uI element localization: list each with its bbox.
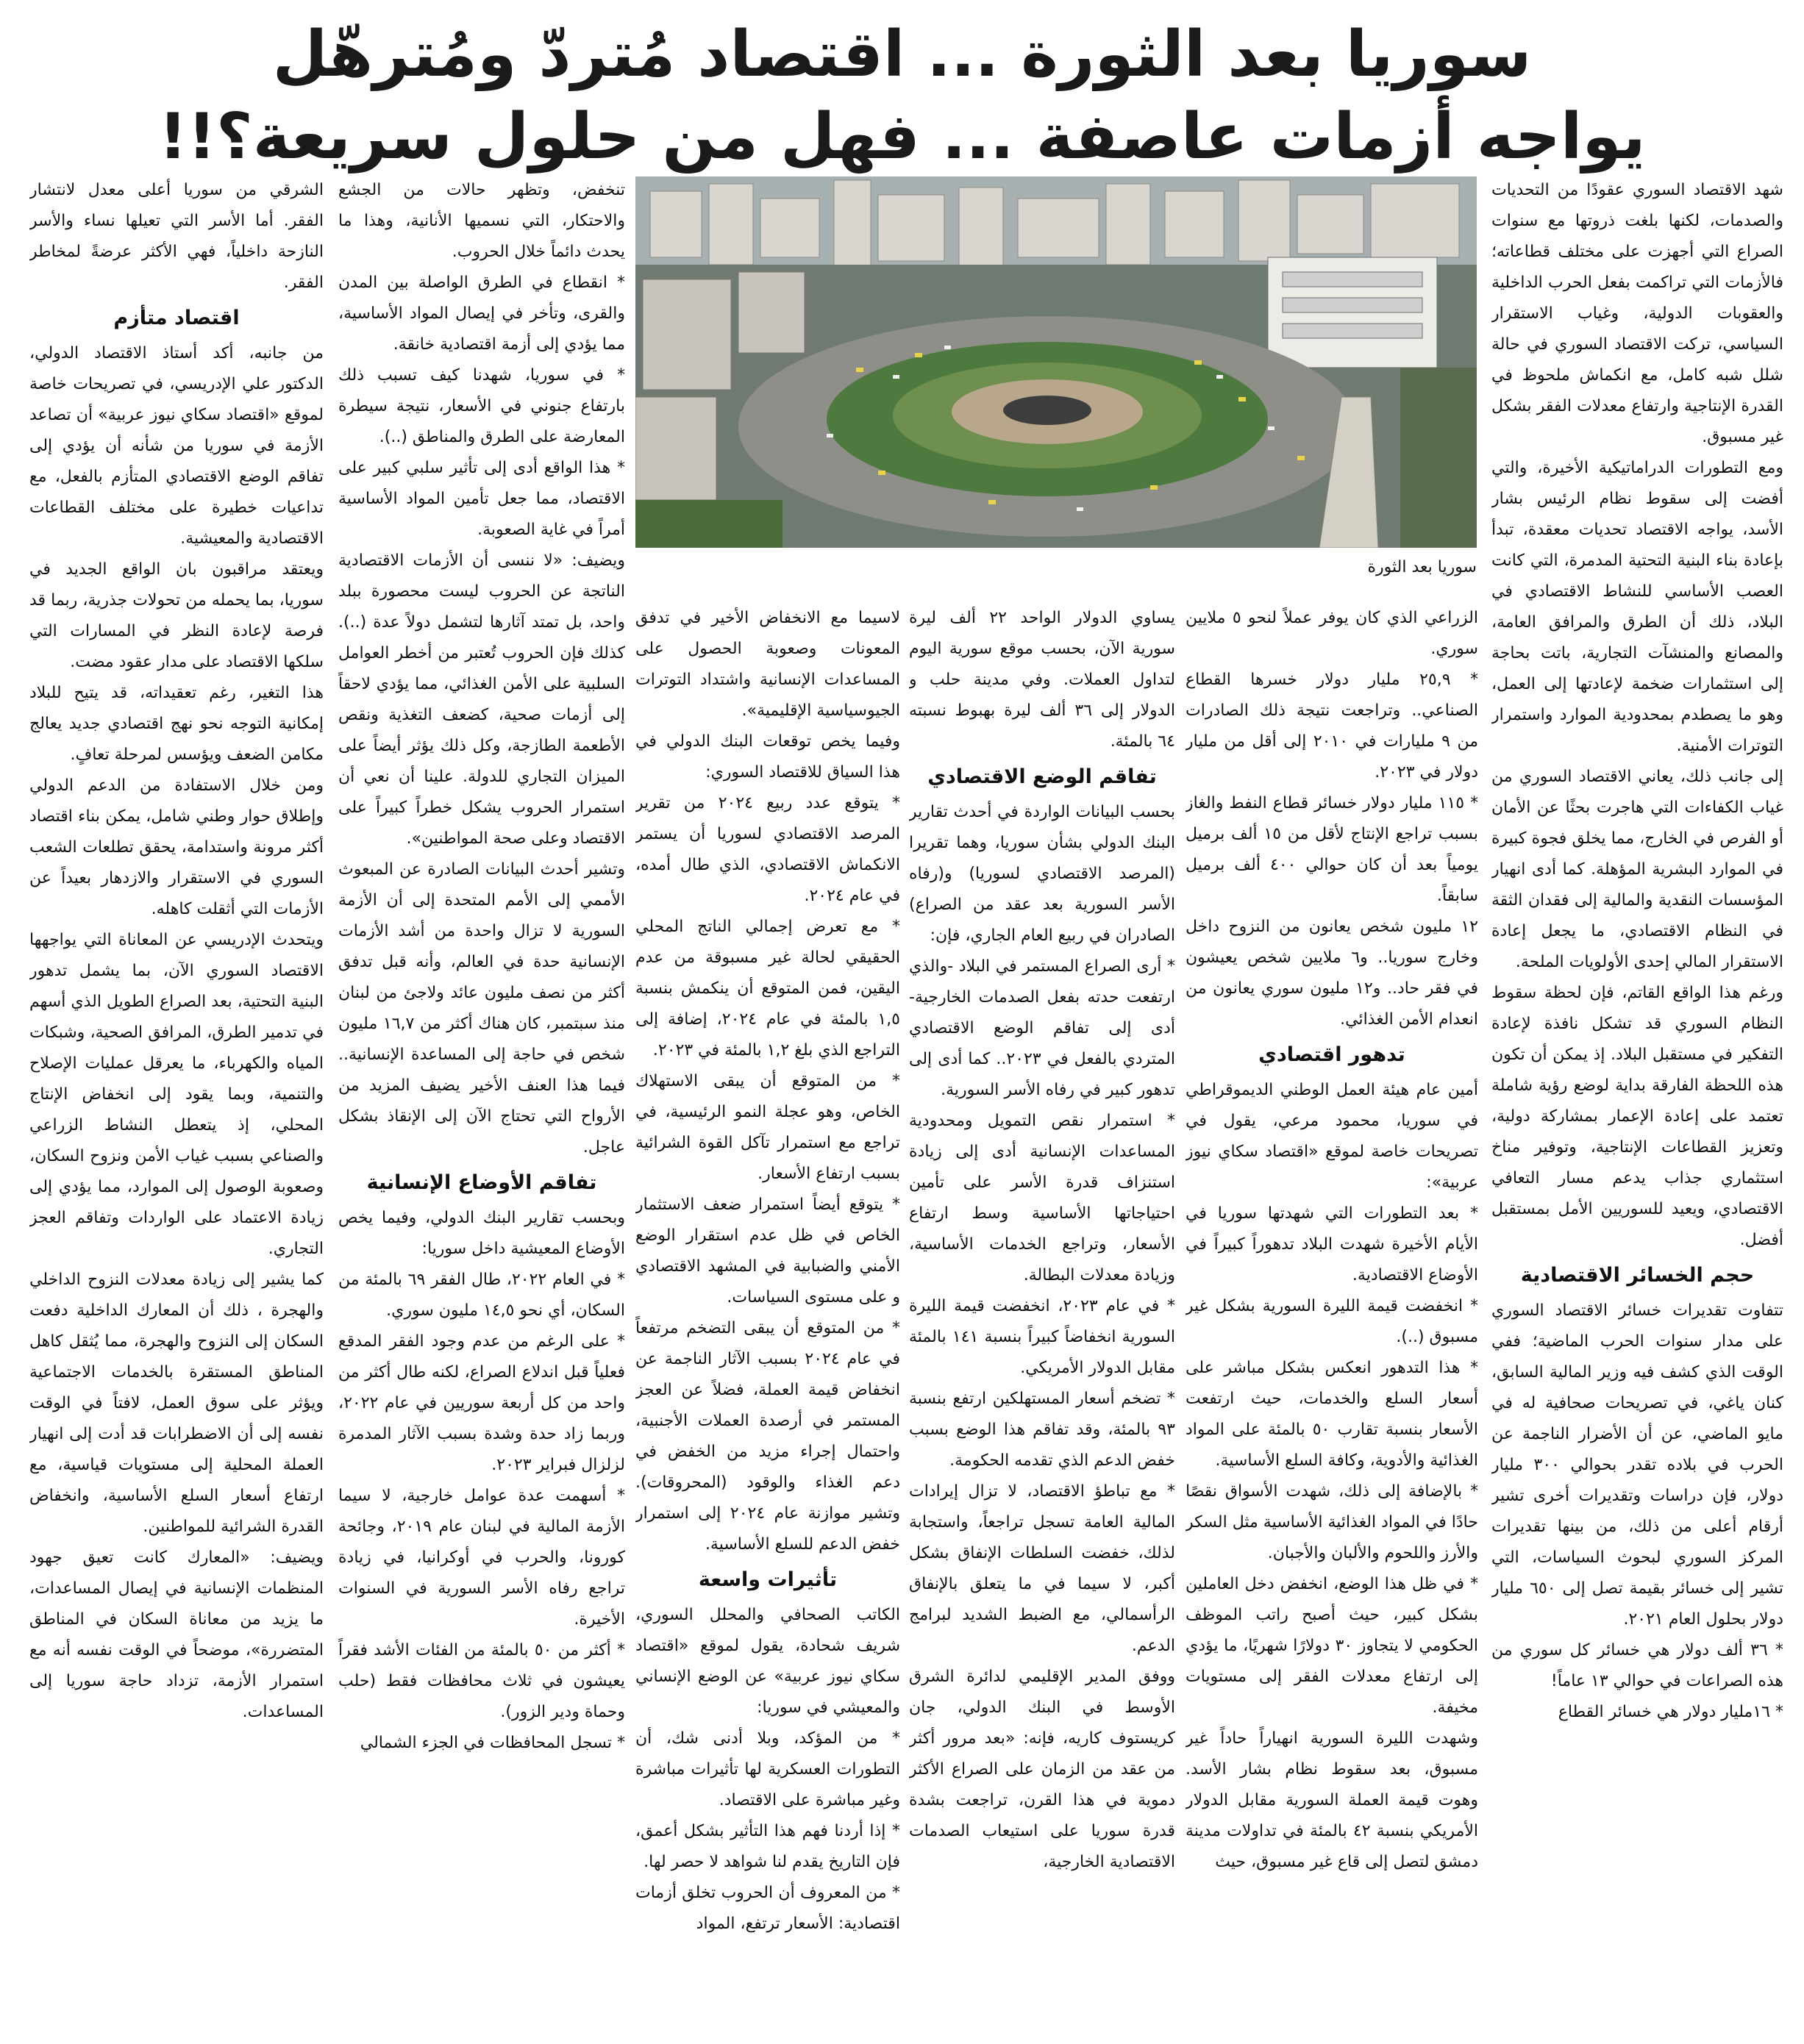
article-column-1: [1491, 175, 1783, 2028]
paragraph: * أسهمت عدة عوامل خارجية، لا سيما الأزمة المالية في لبنان عام ٢٠١٩، وجائحة كورونا، والحرب في أوكرانيا، في زيادة تراجع رفاه الأسر السورية في السنوات الأخيرة.: [338, 1487, 625, 1629]
article-column-2: [1186, 603, 1478, 2028]
paragraph: * أرى الصراع المستمر في البلاد -والذي ارتفعت حدته بفعل الصدمات الخارجية- أدى إلى تفاقم الوضع الاقتصادي المتردي بالفعل في ٢٠٢٣.. كما أدى إلى تدهور كبير في رفاه الأسر السورية.: [909, 957, 1175, 1099]
paragraph: * هذا الواقع أدى إلى تأثير سلبي كبير على الاقتصاد، مما جعل تأمين المواد الأساسية أمراً في غاية الصعوبة.: [338, 459, 625, 539]
section-heading: اقتصاد متأزم: [113, 307, 240, 329]
paragraph: * في العام ٢٠٢٢، طال الفقر ٦٩ بالمئة من السكان، أي نحو ١٤,٥ مليون سوري.: [338, 1271, 625, 1320]
paragraph: * بالإضافة إلى ذلك، شهدت الأسواق نقصًا حادًا في المواد الغذائية الأساسية مثل السكر والأرز واللحوم والألبان والأجبان.: [1186, 1482, 1478, 1562]
section-heading: تفاقم الوضع الاقتصادي: [927, 765, 1157, 788]
article-column-6: [29, 175, 324, 2028]
paragraph: * مع تباطؤ الاقتصاد، لا تزال إيرادات المالية العامة تسجل تراجعاً، واستجابة لذلك، خفضت السلطات الإنفاق بشكل أكبر، لا سيما في ما يتعلق بالإنفاق الرأسمالي، مع الضبط الشديد لبرامج الدعم.: [909, 1482, 1175, 1655]
paragraph: ومن خلال الاستفادة من الدعم الدولي وإطلاق حوار وطني شامل، يمكن بناء اقتصاد أكثر مرونة واستدامة، يحقق تطلعات الشعب السوري في الاستقرار والازدهار بعيداً عن الأزمات التي أثقلت كاهله.: [29, 776, 324, 918]
paragraph: * ٣٦ ألف دولار هي خسائر كل سوري من هذه الصراعات في حوالي ١٣ عاماً!: [1491, 1641, 1783, 1690]
paragraph: * من المؤكد، وبلا أدنى شك، أن التطورات العسكرية لها تأثيرات مباشرة وغير مباشرة على الاقتصاد.: [635, 1729, 900, 1809]
paragraph: إلى جانب ذلك، يعاني الاقتصاد السوري من غياب الكفاءات التي هاجرت بحثًا عن الأمان أو الفرص في الخارج، مما يخلق فجوة كبيرة في الموارد البشرية المؤهلة. كما أدى انهيار المؤسسات النقدية والمالية إلى فقدان الثقة في النظام الاقتصادي، ما يجعل إعادة الاستقرار المالي إحدى الأولويات الملحة.: [1491, 768, 1783, 971]
paragraph: وبحسب تقارير البنك الدولي، وفيما يخص الأوضاع المعيشية داخل سوريا:: [338, 1209, 625, 1258]
paragraph: * تسجل المحافظات في الجزء الشمالي: [360, 1734, 625, 1752]
article-column-3: [909, 603, 1175, 2028]
section-heading: تفاقم الأوضاع الإنسانية: [366, 1171, 597, 1194]
headline-line-1: سوريا بعد الثورة ... اقتصاد مُتردّ ومُترهّل: [272, 18, 1532, 91]
paragraph: بحسب البيانات الواردة في أحدث تقارير البنك الدولي بشأن سوريا، وهما تقريرا (المرصد الاقتصادي لسوريا) و(رفاه الأسر السورية بعد عقد من الصراع) الصادران في ربيع العام الجاري، فإن:: [909, 803, 1175, 945]
paragraph: * انخفضت قيمة الليرة السورية بشكل غير مسبوق (..).: [1186, 1297, 1478, 1346]
paragraph: ويضيف: «لا ننسى أن الأزمات الاقتصادية الناتجة عن الحروب ليست محصورة ببلد واحد، بل تمتد آثارها لتشمل دولاً عدة (..). كذلك فإن الحروب تُعتبر من أخطر العوامل السلبية على الأمن الغذائي، مما يؤدي لاحقاً إلى أزمات صحية، كضعف التغذية ونقص الأطعمة الطازجة، وكل ذلك يؤثر أيضاً على الميزان التجاري للدولة. علينا أن نعي أن استمرار الحروب يشكل خطراً كبيراً على الاقتصاد وعلى صحة المواطنين».: [338, 551, 625, 848]
paragraph: * في سوريا، شهدنا كيف تسبب ذلك بارتفاع جنوني في الأسعار، نتيجة سيطرة المعارضة على الطرق والمناطق (..).: [338, 366, 625, 446]
section-heading: تأثيرات واسعة: [698, 1568, 838, 1591]
paragraph: أمين عام هيئة العمل الوطني الديموقراطي في سوريا، محمود مرعي، يقول في تصريحات خاصة لموقع «اقتصاد سكاي نيوز عربية»:: [1186, 1081, 1478, 1192]
paragraph: الزراعي الذي كان يوفر عملاً لنحو ٥ ملايين سوري.: [1186, 609, 1478, 658]
paragraph: ويضيف: «المعارك كانت تعيق جهود المنظمات الإنسانية في إيصال المساعدات، ما يزيد من معاناة السكان في المناطق المتضررة»، موضحاً في الوقت نفسه أنه مع استمرار الأزمة، تزداد حاجة سوريا إلى المساعدات.: [29, 1548, 324, 1721]
paragraph: وفيما يخص توقعات البنك الدولي في هذا السياق للاقتصاد السوري:: [635, 732, 900, 782]
paragraph: الكاتب الصحافي والمحلل السوري، شريف شحادة، يقول لموقع «اقتصاد سكاي نيوز عربية» عن الوضع الإنساني والمعيشي في سوريا:: [635, 1606, 900, 1717]
headline: [29, 13, 1775, 178]
roundabout-illustration: [635, 176, 1477, 548]
paragraph: وشهدت الليرة السورية انهياراً حاداً غير مسبوق، بعد سقوط نظام بشار الأسد. وهوت قيمة العملة السورية مقابل الدولار الأمريكي بنسبة ٤٢ بالمئة في تداولات مدينة دمشق لتصل إلى قاع غير مسبوق، حيث: [1186, 1729, 1478, 1871]
paragraph: تتفاوت تقديرات خسائر الاقتصاد السوري على مدار سنوات الحرب الماضية؛ ففي الوقت الذي كشف فيه وزير المالية السابق، كنان ياغي، في تصريحات صحافية له في مايو الماضي، عن أن الأضرار الناجمة عن الحرب في بلاده تقدر بحوالي ٣٠٠ مليار دولار، فإن دراسات وتقديرات أخرى تشير أرقام أعلى من ذلك، من بينها تقديرات المركز السوري لبحوث السياسات، التي تشير إلى خسائر بقيمة تصل إلى ٦٥٠ مليار دولار بحلول العام ٢٠٢١.: [1491, 1301, 1783, 1629]
paragraph: * ٢٥,٩ مليار دولار خسرها القطاع الصناعي.. وتراجعت نتيجة ذلك الصادرات من ٩ مليارات في ٢٠١٠ إلى أقل من مليار دولار في ٢٠٢٣.: [1186, 671, 1478, 782]
section-heading: حجم الخسائر الاقتصادية: [1520, 1264, 1755, 1287]
paragraph: * من المعروف أن الحروب تخلق أزمات اقتصادية: الأسعار ترتفع، المواد: [635, 1884, 900, 1933]
paragraph: لاسيما مع الانخفاض الأخير في تدفق المعونات وصعوبة الحصول على المساعدات الإنسانية واشتداد التوترات الجيوسياسية الإقليمية».: [635, 609, 900, 720]
paragraph: * يتوقع أيضاً استمرار ضعف الاستثمار الخاص في ظل عدم استقرار الوضع الأمني والضبابية في المشهد الاقتصادي و على مستوى السياسات.: [635, 1196, 900, 1307]
paragraph: ورغم هذا الواقع القاتم، فإن لحظة سقوط النظام السوري قد تشكل نافذة لإعادة التفكير في مستقبل البلاد. إذ يمكن أن تكون هذه اللحظة الفارقة بداية لوضع رؤية شاملة تعتمد على إعادة الإعمار بمشاركة دولية، وتعزيز القطاعات الإنتاجية، وتوفير مناخ استثماري جذاب يدعم مسار التعافي الاقتصادي، ويعيد للسوريين الأمل بمستقبل أفضل.: [1491, 984, 1783, 1249]
paragraph: * انقطاع في الطرق الواصلة بين المدن والقرى، وتأخر في إيصال المواد الأساسية، مما يؤدي إلى أزمة اقتصادية خانقة.: [338, 274, 625, 354]
paragraph: ووفق المدير الإقليمي لدائرة الشرق الأوسط في البنك الدولي، جان كريستوف كاريه، فإنه: «بعد مرور أكثر من عقد من الزمان على الصراع الأكثر دموية في هذا القرن، تراجعت بشدة قدرة سوريا على استيعاب الصدمات الاقتصادية الخارجية،: [909, 1668, 1175, 1871]
paragraph: * من المتوقع أن يبقى الاستهلاك الخاص، وهو عجلة النمو الرئيسية، في تراجع مع استمرار تآكل القوة الشرائية بسبب ارتفاع الأسعار.: [635, 1072, 900, 1183]
paragraph: * يتوقع عدد ربيع ٢٠٢٤ من تقرير المرصد الاقتصادي لسوريا أن يستمر الانكماش الاقتصادي، الذي طال أمده، في عام ٢٠٢٤.: [635, 794, 900, 905]
paragraph: شهد الاقتصاد السوري عقودًا من التحديات والصدمات، لكنها بلغت ذروتها مع سنوات الصراع التي أجهزت على مختلف قطاعاته؛ فالأزمات التي تراكمت بفعل الحرب الداخلية والعقوبات الدولية، وغياب الاستقرار السياسي، تركت الاقتصاد السوري في حالة شلل شبه كامل، مع انكماش ملحوظ في القدرة الإنتاجية وارتفاع معدلات الفقر بشكل غير مسبوق.: [1491, 181, 1783, 446]
paragraph: كما يشير إلى زيادة معدلات النزوح الداخلي والهجرة ، ذلك أن المعارك الداخلية دفعت السكان إلى النزوح والهجرة، مما يُثقل كاهل المناطق المستقرة بالخدمات الاجتماعية ويؤثر على سوق العمل، لافتاً في الوقت نفسه إلى أن الاضطرابات قد أدت إلى انهيار العملة المحلية إلى مستويات قياسية، مع ارتفاع أسعار السلع الأساسية، وانخفاض القدرة الشرائية للمواطنين.: [29, 1271, 324, 1536]
paragraph: ويتحدث الإدريسي عن المعاناة التي يواجهها الاقتصاد السوري الآن، بما يشمل تدهور البنية التحتية، بعد الصراع الطويل الذي أسهم في تدمير الطرق، المرافق الصحية، وشبكات المياه والكهرباء، ما يعرقل عمليات الإصلاح والتنمية، وبما يقود إلى انخفاض الإنتاج المحلي، إذ يتعطل النشاط الزراعي والصناعي بسبب غياب الأمن ونزوح السكان، وصعوبة الوصول إلى الموارد، مما يؤدي إلى زيادة الاعتماد على الواردات وتفاقم العجز التجاري.: [29, 931, 324, 1258]
photo-caption: سوريا بعد الثورة: [1367, 558, 1477, 576]
paragraph: ١٢ مليون شخص يعانون من النزوح داخل وخارج سوريا.. و٦ ملايين شخص يعيشون في فقر حاد.. و١٢ مليون سوري يعانون من انعدام الأمن الغذائي.: [1186, 918, 1478, 1029]
paragraph: يساوي الدولار الواحد ٢٢ ألف ليرة سورية الآن، بحسب موقع سورية اليوم لتداول العملات. وفي مدينة حلب و الدولار إلى ٣٦ ألف ليرة بهبوط نسبته ٦٤ بالمئة.: [909, 609, 1175, 751]
paragraph: * في عام ٢٠٢٣، انخفضت قيمة الليرة السورية انخفاضاً كبيراً بنسبة ١٤١ بالمئة مقابل الدولار الأمريكي.: [909, 1297, 1175, 1377]
paragraph: من جانبه، أكد أستاذ الاقتصاد الدولي، الدكتور علي الإدريسي، في تصريحات خاصة لموقع «اقتصاد سكاي نيوز عربية» أن تصاعد الأزمة في سوريا من شأنه أن يؤدي إلى تفاقم الوضع الاقتصادي المتأزم بالفعل، مع تداعيات خطيرة على مختلف القطاعات الاقتصادية والمعيشية.: [29, 344, 324, 548]
section-heading: تدهور اقتصادي: [1258, 1043, 1405, 1066]
paragraph: ويعتقد مراقبون بان الواقع الجديد في سوريا، بما يحمله من تحولات جذرية، ربما قد فرصة لإعادة النظر في المسارات التي سلكها الاقتصاد على مدار عقود مضت.: [29, 560, 324, 671]
paragraph: هذا التغير، رغم تعقيداته، قد يتيح للبلاد إمكانية التوجه نحو نهج اقتصادي جديد يعالج مكامن الضعف ويؤسس لمرحلة تعافٍ.: [29, 684, 324, 764]
paragraph: وتشير أحدث البيانات الصادرة عن المبعوث الأممي إلى الأمم المتحدة إلى أن الأزمة السورية لا تزال واحدة من أشد الأزمات الإنسانية حدة في العالم، وأنه قبل تدفق أكثر من نصف مليون عائد ولاجئ من لبنان منذ سبتمبر، كان هناك أكثر من ١٦,٧ مليون شخص في حاجة إلى المساعدة الإنسانية.. فيما هذا العنف الأخير يضيف المزيد من الأرواح التي تحتاج الآن إلى الإنقاذ بشكل عاجل.: [338, 860, 625, 1157]
paragraph: * استمرار نقص التمويل ومحدودية المساعدات الإنسانية أدى إلى زيادة استنزاف قدرة الأسر على تأمين احتياجاتها الأساسية وسط ارتفاع الأسعار، وتراجع الخدمات الأساسية، وزيادة معدلات البطالة.: [909, 1112, 1175, 1284]
aerial-photo: [635, 176, 1477, 548]
paragraph: * مع تعرض إجمالي الناتج المحلي الحقيقي لحالة غير مسبوقة من عدم اليقين، فمن المتوقع أن ينكمش بنسبة ١,٥ بالمئة في عام ٢٠٢٤، إضافة إلى التراجع الذي بلغ ١,٢ بالمئة في ٢٠٢٣.: [635, 918, 900, 1059]
paragraph: * هذا التدهور انعكس بشكل مباشر على أسعار السلع والخدمات، حيث ارتفعت الأسعار بنسبة تقارب ٥٠ بالمئة على المواد الغذائية والأدوية، وكافة السلع الأساسية.: [1186, 1359, 1478, 1470]
headline-line-2: يواجه أزمات عاصفة ... فهل من حلول سريعة؟!!: [158, 100, 1646, 174]
paragraph: ومع التطورات الدراماتيكية الأخيرة، والتي أفضت إلى سقوط نظام الرئيس بشار الأسد، يواجه الاقتصاد تحديات معقدة، تبدأ بإعادة بناء البنية التحتية المدمرة، التي كانت العصب الأساسي للنشاط الاقتصادي في البلاد، ذلك أن الطرق والمرافق العامة، والمصانع والمنشآت التجارية، باتت بحاجة إلى استثمارات ضخمة لإعادتها إلى العمل، وهو ما يصطدم بمحدودية الموارد واستمرار التوترات الأمنية.: [1491, 459, 1783, 755]
paragraph: * أكثر من ٥٠ بالمئة من الفئات الأشد فقراً يعيشون في ثلاث محافظات فقط (حلب وحماة ودير الزور).: [338, 1641, 625, 1721]
paragraph: تنخفض، وتظهر حالات من الجشع والاحتكار، التي نسميها الأنانية، وهذا ما يحدث دائماً خلال الحروب.: [338, 181, 625, 261]
paragraph: * إذا أردنا فهم هذا التأثير بشكل أعمق، فإن التاريخ يقدم لنا شواهد لا حصر لها.: [635, 1822, 900, 1871]
article-column-5: [338, 175, 625, 2028]
paragraph: * ١١٥ مليار دولار خسائر قطاع النفط والغاز بسبب تراجع الإنتاج لأقل من ١٥ ألف برميل يومياً بعد أن كان حوالي ٤٠٠ ألف برميل سابقاً.: [1186, 794, 1478, 905]
paragraph: * بعد التطورات التي شهدتها سوريا في الأيام الأخيرة شهدت البلاد تدهوراً كبيراً في الأوضاع الاقتصادية.: [1186, 1204, 1478, 1284]
paragraph: * ١٦مليار دولار هي خسائر القطاع: [1558, 1703, 1783, 1721]
paragraph: * تضخم أسعار المستهلكين ارتفع بنسبة ٩٣ بالمئة، وقد تفاقم هذا الوضع بسبب خفض الدعم الذي تقدمه الحكومة.: [909, 1390, 1175, 1470]
paragraph: * على الرغم من عدم وجود الفقر المدقع فعلياً قبل اندلاع الصراع، لكنه طال أكثر من واحد من كل أربعة سوريين في عام ٢٠٢٢، وربما زاد حدة وشدة بسبب الآثار المدمرة لزلزال فبراير ٢٠٢٣.: [338, 1332, 625, 1474]
article-column-4: [635, 603, 900, 2028]
paragraph: الشرقي من سوريا أعلى معدل لانتشار الفقر. أما الأسر التي تعيلها نساء والأسر النازحة داخلياً، فهي الأكثر عرضةً لمخاطر الفقر.: [29, 181, 324, 292]
paragraph: * من المتوقع أن يبقى التضخم مرتفعاً في عام ٢٠٢٤ بسبب الآثار الناجمة عن انخفاض قيمة العملة، فضلاً عن العجز المستمر في أرصدة العملات الأجنبية، واحتمال إجراء مزيد من الخفض في دعم الغذاء والوقود (المحروقات). وتشير موازنة عام ٢٠٢٤ إلى استمرار خفض الدعم للسلع الأساسية.: [635, 1319, 900, 1554]
paragraph: * في ظل هذا الوضع، انخفض دخل العاملين بشكل كبير، حيث أصبح راتب الموظف الحكومي لا يتجاوز ٣٠ دولارًا شهريًا، ما يؤدي إلى ارتفاع معدلات الفقر إلى مستويات مخيفة.: [1186, 1575, 1478, 1717]
